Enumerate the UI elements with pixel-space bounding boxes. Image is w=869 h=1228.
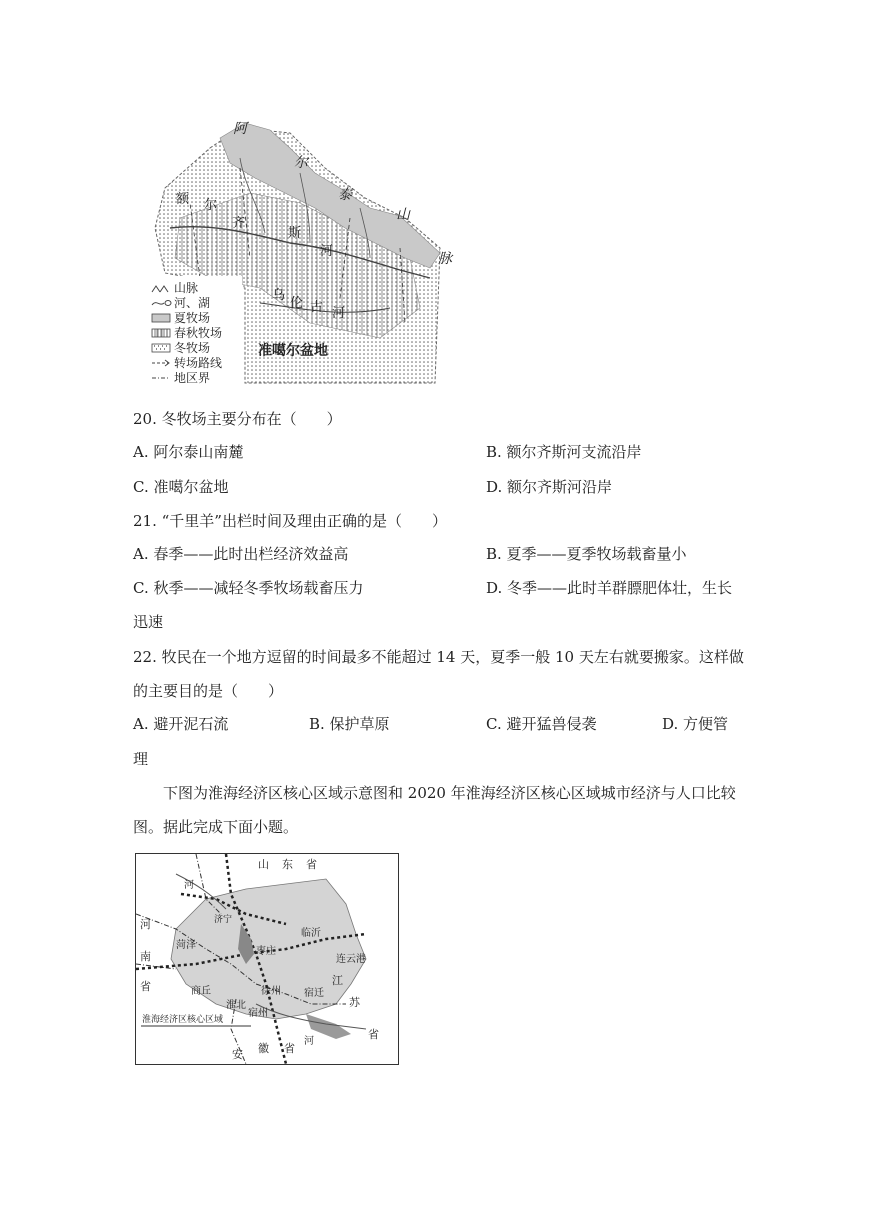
province-label-henan: 南 xyxy=(140,950,151,963)
province-label-henan: 河 xyxy=(140,918,151,931)
city-label: 商丘 xyxy=(191,986,211,997)
gu-river-char: 伦 xyxy=(290,296,304,311)
river-char: 尔 xyxy=(204,198,218,213)
mountain-char: 尔 xyxy=(294,155,308,171)
legend-item xyxy=(150,325,245,340)
q20-option-d: D. 额尔齐斯河沿岸 xyxy=(486,478,613,496)
province-label-shandong: 山 xyxy=(258,858,269,871)
huaihai-map xyxy=(135,853,399,1065)
gu-river-char: 古 xyxy=(310,300,324,315)
q21-option-a: A. 春季——此时出栏经济效益高 xyxy=(133,545,349,563)
question-21-stem: 21. “千里羊”出栏时间及理由正确的是（ ） xyxy=(133,512,447,530)
boundary-icon xyxy=(150,372,172,384)
province-label-shandong: 东 xyxy=(282,858,293,871)
mountain-char: 阿 xyxy=(233,121,247,137)
legend-item xyxy=(150,295,245,310)
q21-option-b: B. 夏季——夏季牧场载畜量小 xyxy=(486,545,687,563)
province-label-jiangsu: 苏 xyxy=(349,996,360,1009)
province-label-jiangsu: 江 xyxy=(332,974,343,987)
legend-label: 山脉 xyxy=(174,281,199,295)
q21-option-d-wrap: 迅速 xyxy=(133,613,164,631)
legend-item xyxy=(150,340,245,355)
river-lake-icon xyxy=(150,297,172,309)
winter-pasture-icon xyxy=(150,342,172,354)
city-label: 济宁 xyxy=(214,915,233,925)
province-label-anhui: 徽 xyxy=(258,1042,269,1055)
province-label-anhui: 省 xyxy=(284,1042,295,1055)
legend-label: 转场路线 xyxy=(174,356,223,370)
province-label-shandong: 省 xyxy=(306,858,317,871)
river-char: 河 xyxy=(320,244,334,259)
migration-route-icon xyxy=(150,357,172,369)
river-char: 河 xyxy=(184,880,194,891)
city-label: 枣庄 xyxy=(256,946,276,957)
question-22-stem-line2: 的主要目的是（ ） xyxy=(133,682,284,700)
map-legend xyxy=(150,280,245,385)
mountain-char: 脉 xyxy=(438,251,452,267)
river-char: 斯 xyxy=(288,226,302,241)
legend-item xyxy=(150,370,245,385)
legend-label: 河、湖 xyxy=(174,296,211,310)
q22-option-d-wrap: 理 xyxy=(133,750,149,768)
province-label-henan: 省 xyxy=(140,980,151,993)
intro-line-2: 图。据此完成下面小题。 xyxy=(133,818,299,836)
legend-label: 夏牧场 xyxy=(174,311,211,325)
legend-label: 地区界 xyxy=(174,371,211,385)
question-20-stem: 20. 冬牧场主要分布在（ ） xyxy=(133,410,342,428)
spring-autumn-pasture-icon xyxy=(150,327,172,339)
q22-option-b: B. 保护草原 xyxy=(309,715,390,733)
q22-option-a: A. 避开泥石流 xyxy=(133,715,229,733)
q20-option-a: A. 阿尔泰山南麓 xyxy=(133,443,244,461)
mountain-char: 山 xyxy=(396,207,410,223)
city-label: 宿州 xyxy=(248,1008,268,1019)
q20-option-b: B. 额尔齐斯河支流沿岸 xyxy=(486,443,642,461)
city-label: 临沂 xyxy=(301,928,321,939)
province-label-anhui: 安 xyxy=(232,1048,243,1061)
basin-label: 准噶尔盆地 xyxy=(258,343,328,359)
mountain-icon xyxy=(150,282,172,294)
province-label-jiangsu: 省 xyxy=(368,1028,379,1041)
city-label: 宿迁 xyxy=(304,988,324,999)
question-22-stem-line1: 22. 牧民在一个地方逗留的时间最多不能超过 14 天，夏季一般 10 天左右就要搬家。这样做 xyxy=(133,648,744,666)
gu-river-char: 河 xyxy=(332,306,346,321)
q21-option-c: C. 秋季——减轻冬季牧场载畜压力 xyxy=(133,579,364,597)
q21-option-d: D. 冬季——此时羊群膘肥体壮，生长 xyxy=(486,579,733,597)
q20-option-c: C. 准噶尔盆地 xyxy=(133,478,229,496)
legend-label: 春秋牧场 xyxy=(174,326,223,340)
legend-item xyxy=(150,310,245,325)
summer-pasture-icon xyxy=(150,312,172,324)
city-label: 徐州 xyxy=(261,986,281,997)
q22-option-d: D. 方便管 xyxy=(662,715,729,733)
q22-option-c: C. 避开猛兽侵袭 xyxy=(486,715,597,733)
intro-line-1: 下图为淮海经济区核心区域示意图和 2020 年淮海经济区核心区域城市经济与人口比较 xyxy=(163,784,736,802)
city-label: 连云港 xyxy=(336,954,366,965)
river-char: 河 xyxy=(304,1036,314,1047)
legend-label: 冬牧场 xyxy=(174,341,211,355)
city-label: 淮北 xyxy=(226,1000,246,1011)
river-char: 额 xyxy=(176,192,190,207)
mountain-char: 泰 xyxy=(338,187,352,203)
region-legend-label: 淮海经济区核心区域 xyxy=(142,1015,224,1025)
gu-river-char: 乌 xyxy=(272,288,286,303)
river-char: 齐 xyxy=(232,216,246,231)
legend-item xyxy=(150,280,245,295)
legend-item xyxy=(150,355,245,370)
city-label: 菏泽 xyxy=(176,940,196,951)
